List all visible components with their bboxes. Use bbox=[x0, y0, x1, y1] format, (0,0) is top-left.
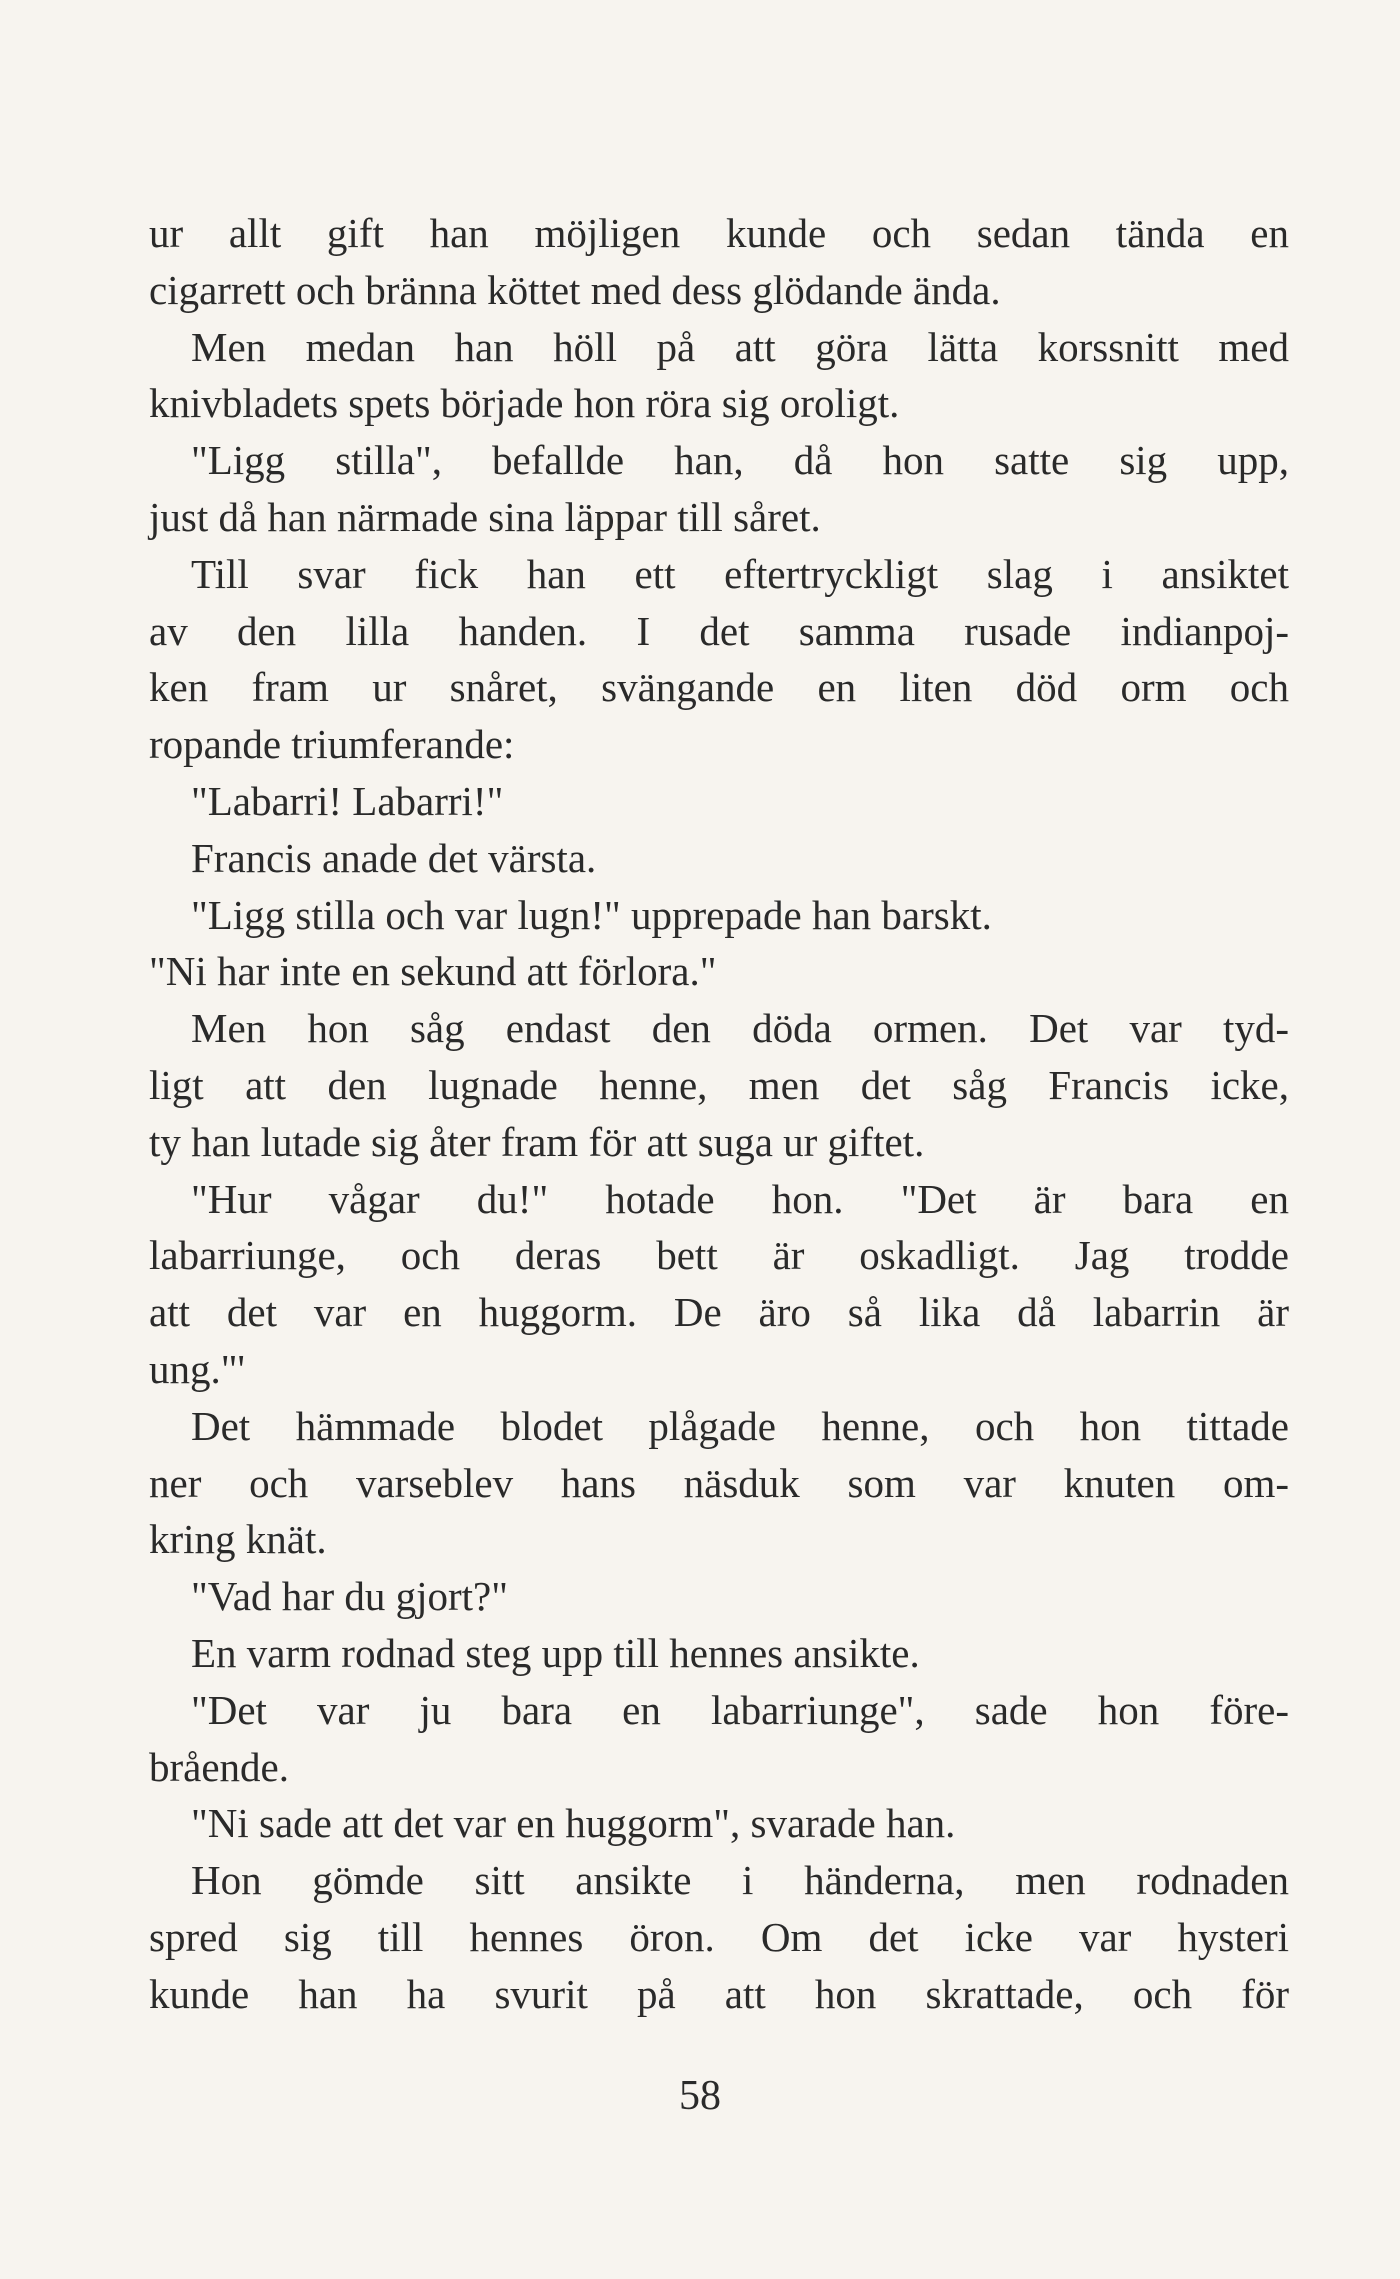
text-line: Men medan han höll på att göra lätta korssnitt med bbox=[191, 323, 1289, 370]
text-line: ung."' bbox=[149, 1345, 245, 1392]
text-line: just då han närmade sina läppar till såret. bbox=[149, 493, 821, 540]
text-line: av den lilla handen. I det samma rusade indianpoj- bbox=[149, 607, 1289, 654]
text-line: Francis anade det värsta. bbox=[191, 834, 597, 881]
text-line: ken fram ur snåret, svängande en liten död orm och bbox=[149, 664, 1289, 711]
text-line: "Det var ju bara en labarriunge", sade hon före- bbox=[191, 1686, 1289, 1733]
text-line: "Ligg stilla och var lugn!" upprepade han barskt. bbox=[191, 891, 992, 938]
text-line: Det hämmade blodet plågade henne, och hon tittade bbox=[191, 1402, 1289, 1449]
text-line: ner och varseblev hans näsduk som var knuten om- bbox=[149, 1459, 1289, 1506]
text-line: kring knät. bbox=[149, 1516, 327, 1563]
text-line: "Ni sade att det var en huggorm", svarade han. bbox=[191, 1800, 956, 1847]
text-line: "Hur vågar du!" hotade hon. "Det är bara en bbox=[191, 1175, 1289, 1222]
text-line: "Vad har du gjort?" bbox=[191, 1573, 508, 1620]
text-line: labarriunge, och deras bett är oskadligt. Jag trodde bbox=[149, 1232, 1289, 1279]
text-line: Men hon såg endast den döda ormen. Det var tyd- bbox=[191, 1005, 1289, 1052]
page-number: 58 bbox=[679, 2073, 721, 2119]
text-line: ur allt gift han möjligen kunde och sedan tända en bbox=[149, 210, 1289, 256]
text-line: "Ni har inte en sekund att förlora." bbox=[149, 948, 717, 995]
text-line: knivbladets spets började hon röra sig oroligt. bbox=[149, 380, 900, 427]
text-line: spred sig till hennes öron. Om det icke var hysteri bbox=[149, 1913, 1289, 1960]
text-line: brående. bbox=[149, 1743, 289, 1790]
text-line: ligt att den lugnade henne, men det såg Francis icke, bbox=[149, 1061, 1289, 1108]
text-line: ropande triumferande: bbox=[149, 721, 515, 768]
body-text bbox=[149, 205, 1289, 2023]
text-line: En varm rodnad steg upp till hennes ansikte. bbox=[191, 1629, 920, 1676]
text-line: att det var en huggorm. De äro så lika då labarrin är bbox=[149, 1289, 1289, 1336]
text-line: Till svar fick han ett eftertryckligt slag i ansiktet bbox=[191, 550, 1289, 597]
text-line: Hon gömde sitt ansikte i händerna, men rodnaden bbox=[191, 1857, 1289, 1904]
text-line: ty han lutade sig åter fram för att suga ur giftet. bbox=[149, 1118, 925, 1165]
text-line: "Labarri! Labarri!" bbox=[191, 777, 504, 824]
text-line: cigarrett och bränna köttet med dess glödande ända. bbox=[149, 266, 1001, 313]
text-line: "Ligg stilla", befallde han, då hon satte sig upp, bbox=[191, 437, 1289, 484]
text-line: kunde han ha svurit på att hon skrattade, och för bbox=[149, 1970, 1289, 2017]
